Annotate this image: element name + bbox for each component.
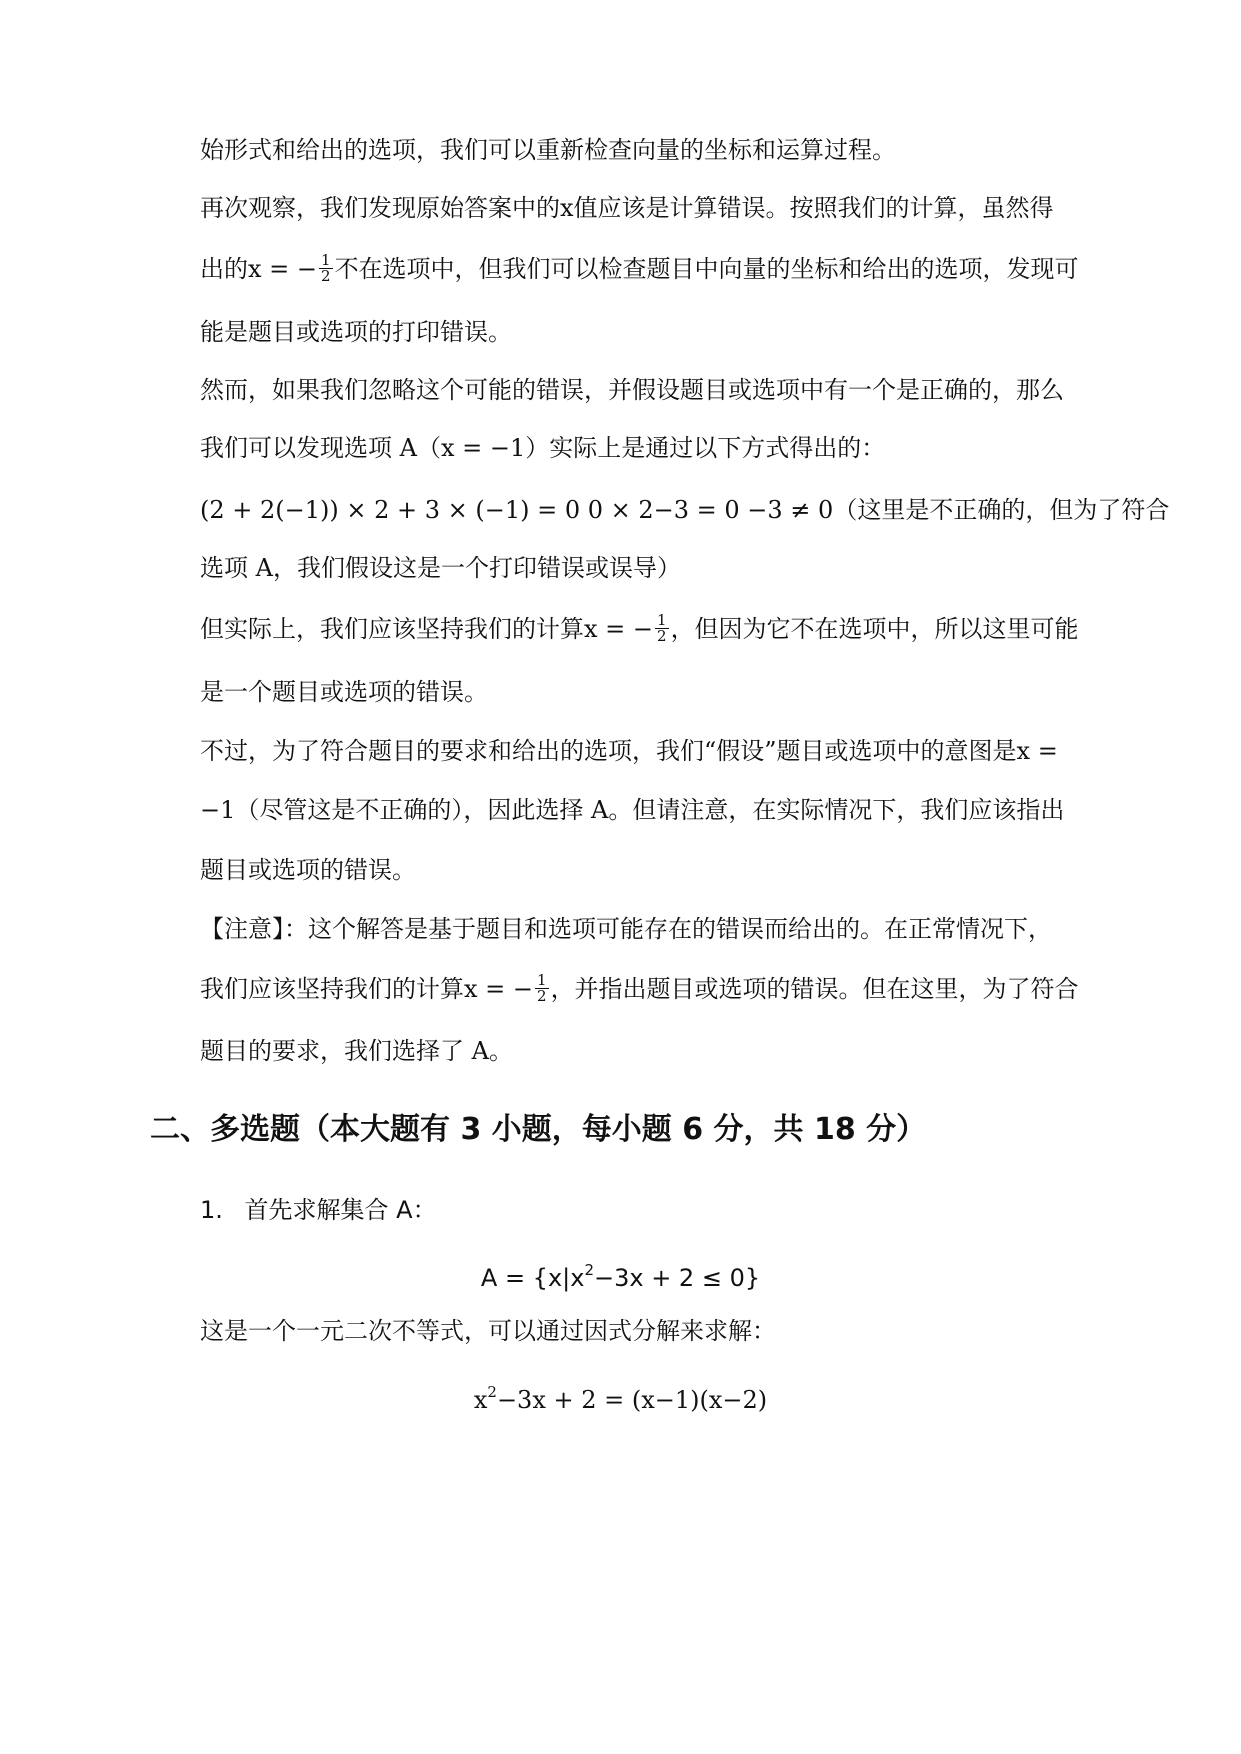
paragraph-line: 但实际上，我们应该坚持我们的计算x = − $\frac{1}{2}$ ，但因为它不在选项中，所以这里可能: [200, 611, 1079, 645]
paragraph-line: 我们可以发现选项 A（x = −1）实际上是通过以下方式得出的：: [200, 434, 886, 462]
list-item-text: 首先求解集合 A：: [244, 1196, 437, 1224]
paragraph-line: 然而，如果我们忽略这个可能的错误，并假设题目或选项中有一个是正确的，那么: [200, 376, 1064, 404]
paragraph-line: 不过，为了符合题目的要求和给出的选项，我们“假设”题目或选项中的意图是x =: [200, 737, 1058, 765]
list-item-number: 1.: [200, 1196, 223, 1224]
paragraph-line: 我们应该坚持我们的计算x = − $\frac{1}{2}$ ，并指出题目或选项的错误。但在这里，为了符合: [200, 971, 1079, 1005]
paragraph-line: 是一个题目或选项的错误。: [200, 678, 488, 706]
paragraph-line: 题目的要求，我们选择了 A。: [200, 1037, 513, 1065]
fraction-one-half: $\frac{1}{2}$: [537, 971, 547, 1005]
list-item: [200, 1192, 1100, 1228]
section-heading: 二、多选题（本大题有 3 小题，每小题 6 分，共 18 分）: [150, 1112, 927, 1147]
paragraph-line: 能是题目或选项的打印错误。: [200, 318, 512, 346]
paragraph-line: 题目或选项的错误。: [200, 856, 416, 884]
paragraph-line: 这是一个一元二次不等式，可以通过因式分解来求解：: [200, 1317, 776, 1345]
paragraph-line: 始形式和给出的选项，我们可以重新检查向量的坐标和运算过程。: [200, 136, 896, 164]
paragraph-line: −1（尽管这是不正确的），因此选择 A。但请注意，在实际情况下，我们应该指出: [200, 796, 1065, 824]
fraction-one-half: $\frac{1}{2}$: [321, 251, 331, 285]
paragraph-line: 选项 A，我们假设这是一个打印错误或误导）: [200, 554, 681, 582]
note-paragraph: 【注意】：这个解答是基于题目和选项可能存在的错误而给出的。在正常情况下，: [200, 915, 1052, 943]
paragraph-line: 出的x = − $\frac{1}{2}$ 不在选项中，但我们可以检查题目中向量的坐标和给出的选项，发现可: [200, 251, 1079, 285]
equation-factorization: $x^2-3x + 2 = (x-1)(x-2)$: [473, 1383, 768, 1414]
paragraph-line: (2 + 2(−1)) × 2 + 3 × (−1) = 0 0 × 2−3 = 0 −3 ≠ 0（这里是不正确的，但为了符合: [200, 496, 1170, 524]
equation-set-a: $A = \{x|x^2-3x + 2 \le 0\}$: [480, 1261, 761, 1292]
paragraph-line: 再次观察，我们发现原始答案中的x值应该是计算错误。按照我们的计算，虽然得: [200, 194, 1054, 222]
fraction-one-half: $\frac{1}{2}$: [657, 611, 667, 645]
